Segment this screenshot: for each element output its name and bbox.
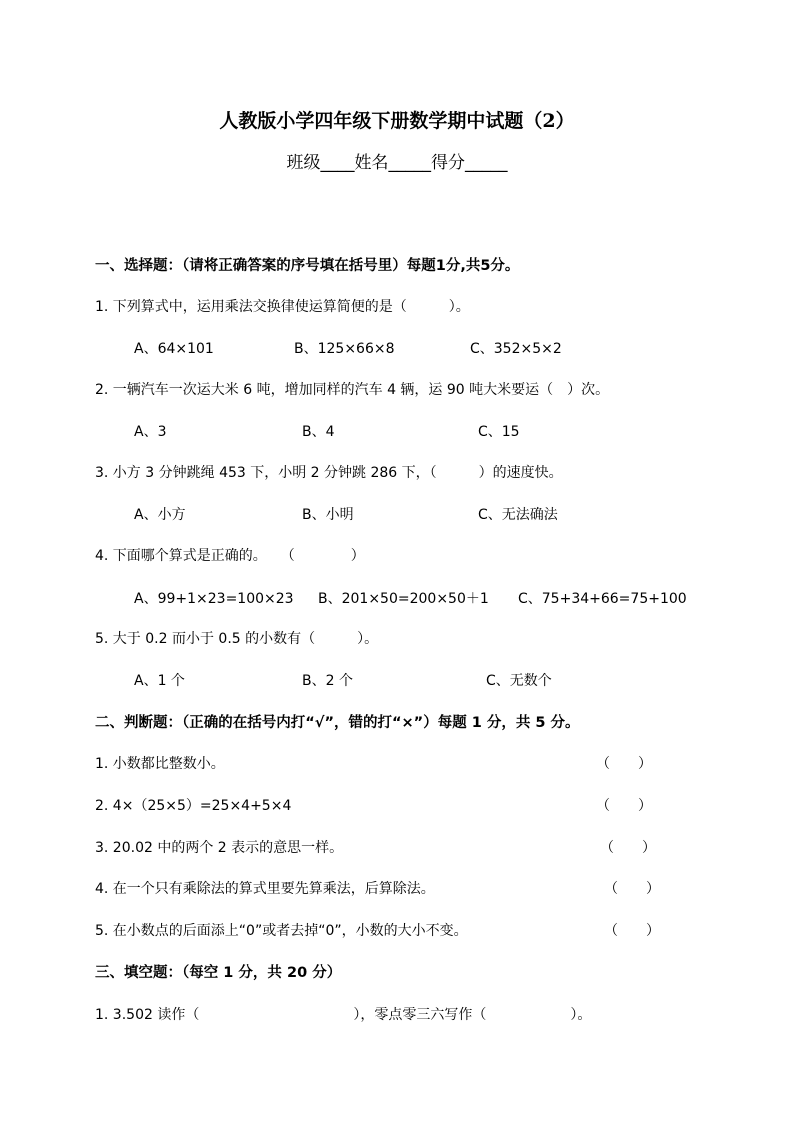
section-heading-judgement: 二、判断题：（正确的在括号内打“√”，错的打“×”）每题 1 分，共 5 分。	[95, 715, 580, 731]
option-a: A、3	[134, 424, 167, 440]
option-a: A、99+1×23=100×23	[134, 591, 294, 607]
option-b: B、4	[302, 424, 335, 440]
option-a: A、1 个	[134, 673, 185, 689]
answer-bracket: （ ）	[604, 923, 660, 939]
option-b: B、125×66×8	[294, 341, 395, 357]
judgement-item: 3. 20.02 中的两个 2 表示的意思一样。	[95, 840, 344, 856]
question-text: 5. 大于 0.2 而小于 0.5 的小数有（ ）。	[95, 631, 379, 647]
option-c: C、无数个	[486, 673, 552, 689]
question-text: 2. 一辆汽车一次运大米 6 吨，增加同样的汽车 4 辆，运 90 吨大米要运（ ）次。	[95, 382, 610, 398]
judgement-item: 5. 在小数点的后面添上“0”或者去掉“0”，小数的大小不变。	[95, 923, 468, 939]
option-c: C、75+34+66=75+100	[518, 591, 687, 607]
judgement-item: 1. 小数都比整数小。	[95, 756, 225, 772]
option-c: C、无法确法	[478, 507, 558, 523]
answer-bracket: （ ）	[604, 881, 660, 897]
student-info-line: 班级____姓名_____得分_____	[286, 153, 508, 173]
question-text: 1. 下列算式中，运用乘法交换律使运算简便的是（ ）。	[95, 299, 470, 315]
judgement-item: 2. 4×（25×5）=25×4+5×4	[95, 798, 292, 814]
fill-in-item: 1. 3.502 读作（ ），零点零三六写作（ ）。	[95, 1007, 592, 1023]
answer-bracket: （ ）	[600, 840, 656, 856]
question-text: 4. 下面哪个算式是正确的。 （ ）	[95, 548, 365, 564]
page-title: 人教版小学四年级下册数学期中试题（2）	[219, 110, 575, 132]
judgement-item: 4. 在一个只有乘除法的算式里要先算乘法，后算除法。	[95, 881, 435, 897]
option-b: B、201×50=200×50＋1	[318, 591, 489, 607]
option-a: A、小方	[134, 507, 186, 523]
option-c: C、352×5×2	[470, 341, 562, 357]
question-text: 3. 小方 3 分钟跳绳 453 下，小明 2 分钟跳 286 下，（ ）的速度快。	[95, 465, 563, 481]
option-a: A、64×101	[134, 341, 214, 357]
section-heading-fill-in: 三、填空题：（每空 1 分，共 20 分）	[95, 965, 342, 981]
section-heading-choice: 一、选择题：（请将正确答案的序号填在括号里）每题1分,共5分。	[95, 258, 520, 274]
answer-bracket: （ ）	[596, 798, 652, 814]
option-c: C、15	[478, 424, 520, 440]
option-b: B、2 个	[302, 673, 353, 689]
answer-bracket: （ ）	[596, 756, 652, 772]
option-b: B、小明	[302, 507, 354, 523]
